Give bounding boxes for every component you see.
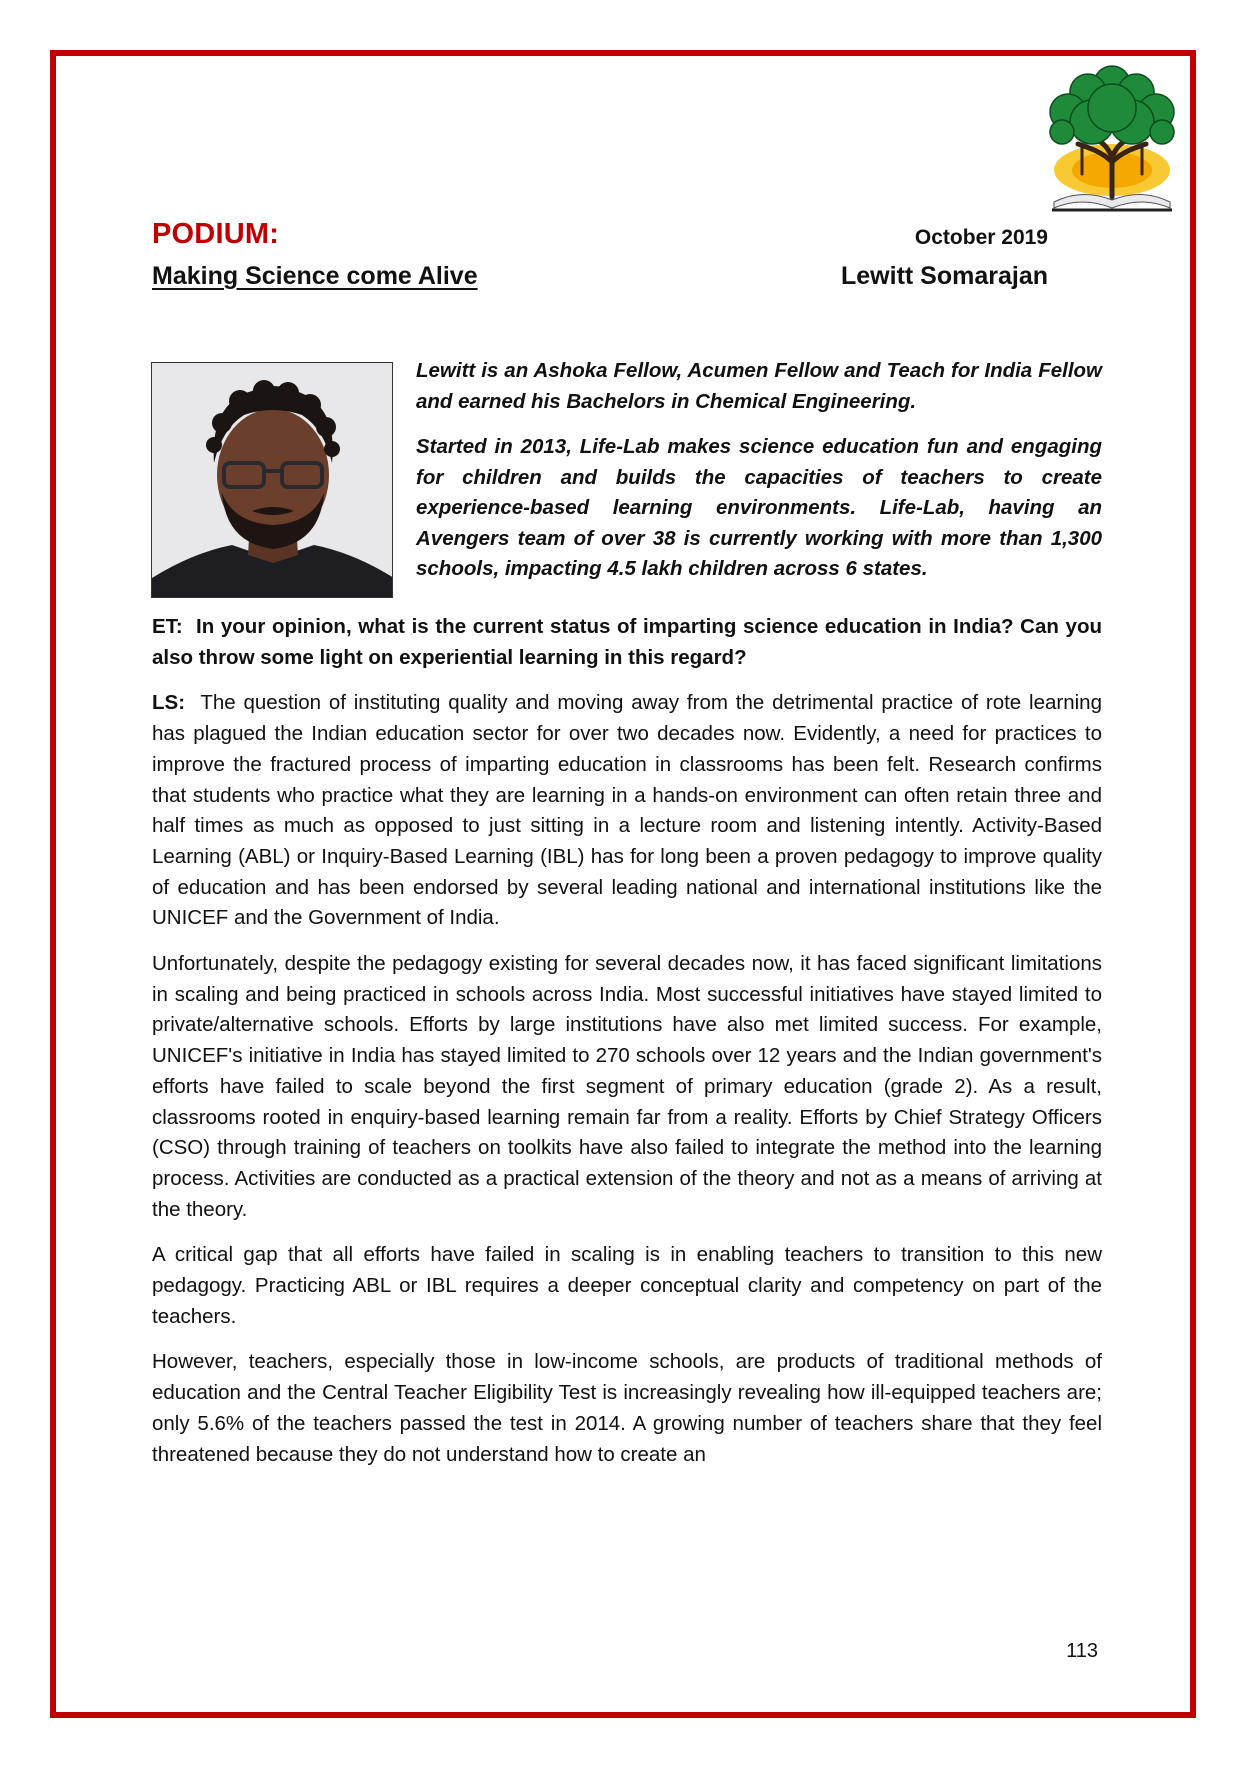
bio-paragraph: Lewitt is an Ashoka Fellow, Acumen Fellow and Teach for India Fellow and earned his Bachelors in Chemical Engineering. [416,359,1102,413]
article-title: Making Science come Alive [152,262,478,290]
answer-paragraph: However, teachers, especially those in low-income schools, are products of traditional methods of education and the Central Teacher Eligibility Test is increasingly revealing how ill-equipped teachers are; only 5.6% of the teachers passed the test in 2014. A growing number of teachers share that they feel threatened because they do not understand how to create an [152,1350,1102,1466]
tree-book-logo-icon [1032,62,1192,214]
page-number: 113 [1066,1640,1098,1662]
section-label: PODIUM: [152,218,280,250]
answer-paragraph: A critical gap that all efforts have failed in scaling is in enabling teachers to transition to this new pedagogy. Practicing ABL or IBL requires a deeper conceptual clarity and competency on part of the teachers. [152,1243,1102,1328]
author-photo [151,362,393,598]
answer-label: LS: [152,691,186,715]
answer-text: The question of instituting quality and moving away from the detrimental practice of rote learning has plagued the Indian education sector for over two decades now. Evidently, a need for practices to improve the fractured process of imparting education in classrooms has been felt. Research confirms that students who practice what they are learning in a hands-on environment can often retain three and half times as much as opposed to just sitting in a lecture room and listening intently. Activity-Based Learning (ABL) or Inquiry-Based Learning (IBL) has for long been a proven pedagogy to improve quality of education and has been endorsed by several leading national and international institutions like the UNICEF and the Government of India. [152,691,1102,930]
author-name: Lewitt Somarajan [841,262,1048,290]
author-bio [416,356,1102,600]
question-label: ET: [152,615,183,638]
interview-body [152,612,1102,1485]
answer-paragraph [152,688,1102,934]
answer-paragraph: Unfortunately, despite the pedagogy existing for several decades now, it has faced significant limitations in scaling and being practiced in schools across India. Most successful initiatives have stayed limited to private/alternative schools. Efforts by large institutions have also met limited success. For example, UNICEF's initiative in India has stayed limited to 270 schools over 12 years and the Indian government's efforts have failed to scale beyond the first segment of primary education (grade 2). As a result, classrooms rooted in enquiry-based learning remain far from a reality. Efforts by Chief Strategy Officers (CSO) through training of teachers on toolkits have also failed to integrate the method into the learning process. Activities are conducted as a practical extension of the theory and not as a means of arriving at the theory. [152,952,1102,1221]
interview-question [152,612,1102,673]
author-portrait-icon [152,363,393,598]
bio-paragraph: Started in 2013, Life-Lab makes science education fun and engaging for children and builds the capacities of teachers to create experience-based learning environments. Life-Lab, having an Avengers team of over 38 is currently working with more than 1,300 schools, impacting 4.5 lakh children across 6 states. [416,435,1102,580]
question-text: In your opinion, what is the current status of imparting science education in India? Can you also throw some light on experiential learning in this regard? [152,615,1102,669]
issue-date: October 2019 [914,226,1048,249]
